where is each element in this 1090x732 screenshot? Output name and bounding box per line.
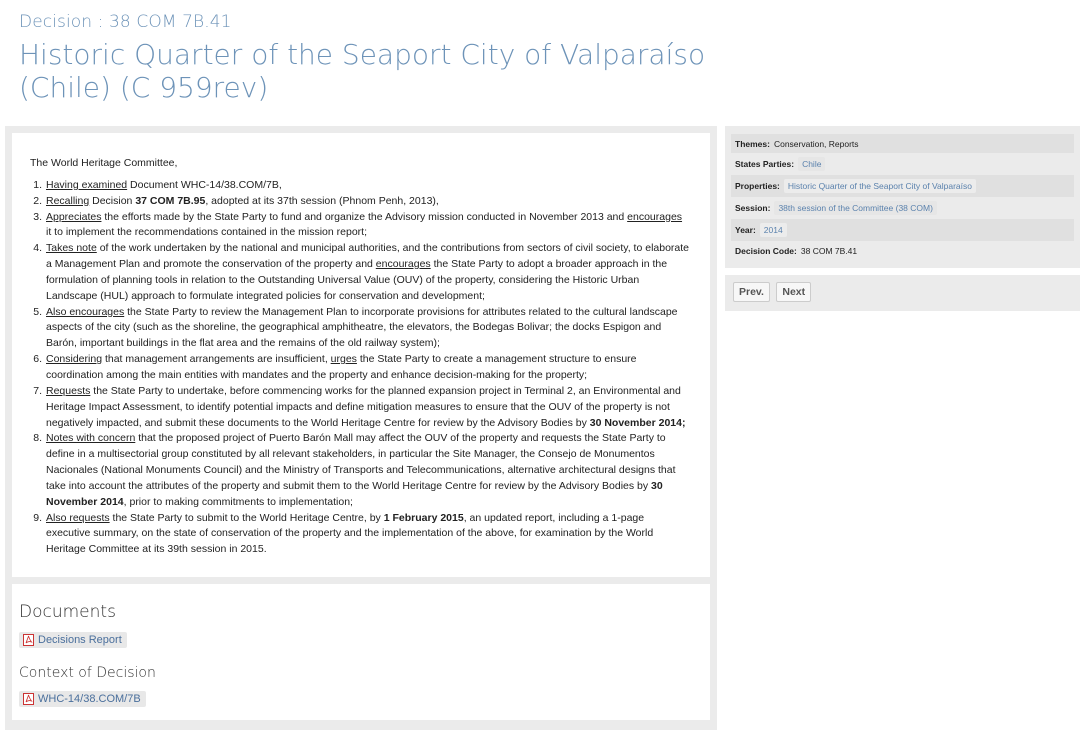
pdf-icon (23, 693, 34, 705)
decision-keyword: Takes note (46, 242, 97, 255)
decision-keyword: encourages (375, 258, 431, 271)
decision-keyword: Requests (46, 384, 91, 397)
themes-row (731, 134, 1074, 153)
pagination-panel (725, 275, 1080, 311)
decision-keyword: Having examined (46, 178, 128, 191)
decision-keyword: encourages (627, 210, 683, 223)
decision-item-number: 8. (33, 432, 42, 445)
themes-value: Conservation, Reports (773, 138, 859, 149)
decision-item (30, 384, 690, 432)
decision-keyword: Also encourages (46, 305, 125, 318)
decision-text: Document WHC-14/38.COM/7B, (127, 178, 282, 191)
decision-code-value: 38 COM 7B.41 (800, 245, 858, 256)
decision-bold-text: 1 February 2015 (383, 511, 464, 524)
documents-panel (12, 584, 710, 720)
context-heading: Context of Decision (19, 665, 156, 681)
decision-item-number: 1. (33, 178, 42, 191)
states-parties-tag[interactable]: Chile (798, 157, 825, 171)
decision-item (30, 511, 690, 559)
states-parties-row (731, 153, 1074, 175)
decision-item-number: 5. (33, 305, 42, 318)
session-tag[interactable]: 38th session of the Committee (38 COM) (774, 201, 936, 215)
session-label: Session: (735, 203, 771, 213)
decision-text: the State Party to adopt a broader approach in the formulation of planning tools in relation to the Outstanding Universal Value (OUV) of the property, considering the Historic Urban Landscape (HUL) approach to formulate integrated policies for conservation and development; (46, 258, 668, 302)
decision-item-number: 6. (33, 353, 42, 366)
main-column (5, 126, 717, 730)
properties-tag[interactable]: Historic Quarter of the Seaport City of Valparaíso (784, 179, 976, 193)
decision-keyword: urges (330, 353, 357, 366)
decision-item (30, 210, 690, 242)
decision-bold-text: 37 COM 7B.95 (135, 194, 206, 207)
next-button[interactable]: Next (776, 282, 811, 302)
states-parties-label: States Parties: (735, 159, 795, 169)
decisions-report-label: Decisions Report (38, 634, 122, 646)
decision-code-row (731, 241, 1074, 260)
decision-text: Decision (89, 194, 136, 207)
decision-keyword: Also requests (46, 511, 110, 524)
decision-item (30, 194, 690, 210)
decisions-report-link[interactable] (19, 632, 127, 648)
year-label: Year: (735, 225, 756, 235)
decision-keyword: Notes with concern (46, 432, 136, 445)
decision-item-number: 9. (33, 511, 42, 524)
decision-item-number: 4. (33, 242, 42, 255)
decision-text-panel (12, 133, 710, 577)
decision-item (30, 178, 690, 194)
decision-text: the State Party to create a management structure to ensure coordination among the main entities with mandates and the property and enhance decision-making for the property; (46, 353, 637, 381)
decision-text: the State Party to undertake, before commencing works for the planned expansion project in Terminal 2, an Environmental and Heritage Impact Assessment, to identify potential impacts and define mitigation measures to ensure that the OUV of the property is not negatively impacted, and submit these documents to the World Heritage Centre for review by the Advisory Bodies by (46, 384, 681, 429)
decision-item-number: 7. (33, 384, 42, 397)
year-row (731, 219, 1074, 241)
properties-label: Properties: (735, 181, 780, 191)
prev-button[interactable]: Prev. (733, 282, 770, 302)
decision-bold-text: 30 November 2014 (46, 479, 663, 508)
decision-item (30, 241, 690, 304)
page-title (19, 38, 719, 104)
decision-code-label: Decision Code: (735, 245, 797, 256)
decision-text: it to implement the recommendations contained in the mission report; (46, 226, 367, 239)
decision-text: the efforts made by the State Party to fund and organize the Advisory mission conducted in November 2013 and (101, 210, 628, 223)
decision-keyword: Appreciates (46, 210, 102, 223)
decision-item (30, 352, 690, 384)
decision-reference: Decision : 38 COM 7B.41 (19, 12, 232, 32)
decision-keyword: Considering (46, 353, 103, 366)
decision-text: that management arrangements are insufficient, (102, 353, 331, 366)
decision-text: , adopted at its 37th session (Phnom Penh, 2013), (205, 194, 439, 207)
page-title-line1: Historic Quarter of the Seaport City of Valparaíso (19, 38, 706, 71)
decision-bold-text: 30 November 2014; (589, 416, 686, 429)
session-row (731, 197, 1074, 219)
decision-intro: The World Heritage Committee, (30, 157, 178, 169)
decision-item-number: 3. (33, 210, 42, 223)
decision-item-number: 2. (33, 194, 42, 207)
year-tag[interactable]: 2014 (760, 223, 787, 237)
decision-text: that the proposed project of Puerto Barón Mall may affect the OUV of the property and requests the State Party to define in a multisectorial group constituted by all relevant stakeholders, in particular the Site Manager, the Consejo de Monumentos Nacionales (National Monuments Council) and the Ministry of Transports and Telecommunications, alternative architectural designs that take into account the attributes of the property and submit them to the World Heritage Centre for review by the Advisory Bodies by (46, 432, 676, 492)
metadata-panel (725, 126, 1080, 268)
decision-text: , prior to making commitments to implementation; (123, 495, 353, 508)
page-title-line2: (Chile) (C 959rev) (19, 71, 269, 104)
decision-list (30, 178, 710, 558)
documents-heading: Documents (19, 602, 116, 622)
decision-text: , an updated report, including a 1-page executive summary, on the state of conservation of the property and the implementation of the above, for examination by the World Heritage Committee at its 39th session in 2015. (46, 511, 654, 556)
pdf-icon (23, 634, 34, 646)
decision-text: the State Party to submit to the World Heritage Centre, by (109, 511, 384, 524)
decision-item (30, 431, 690, 510)
decision-text: the State Party to review the Management Plan to incorporate provisions for attributes related to the cultural landscape aspects of the city (such as the shoreline, the geographical amphitheatre, the elevators, the Bodegas Bolivar; the docks Espigon and Barón, important buildings in the flat area and the remains of the old railway system); (46, 305, 678, 350)
decision-item (30, 305, 690, 353)
decision-text: of the work undertaken by the national and municipal authorities, and the contributions from sectors of civil society, to elaborate a Management Plan and promote the conservation of the property and (46, 242, 690, 271)
properties-row (731, 175, 1074, 197)
context-document-label: WHC-14/38.COM/7B (38, 693, 141, 705)
context-document-link[interactable] (19, 691, 146, 707)
decision-keyword: Recalling (46, 194, 90, 207)
page-header (19, 12, 719, 104)
themes-label: Themes: (735, 138, 770, 149)
